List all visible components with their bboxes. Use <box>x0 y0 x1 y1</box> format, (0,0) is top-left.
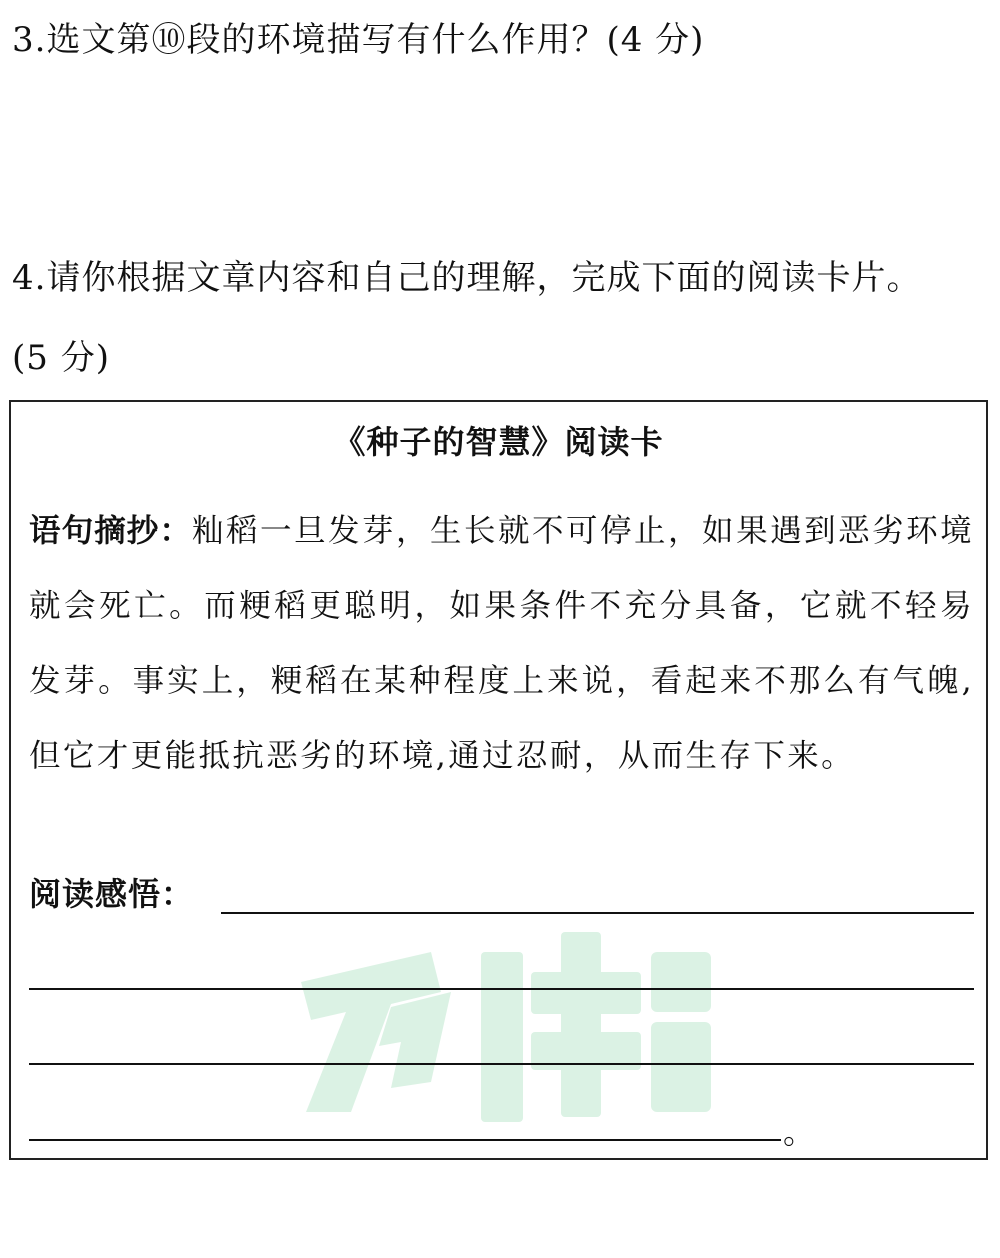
watermark-logo <box>281 912 741 1132</box>
end-period: 。 <box>783 1113 816 1151</box>
question-4-line-1: 4.请你根据文章内容和自己的理解，完成下面的阅读卡片。 <box>12 258 922 298</box>
excerpt-paragraph <box>29 494 974 794</box>
question-3: 3.选文第⑩段的环境描写有什么作用？(4 分) <box>12 20 705 60</box>
question-4-line-2: (5 分) <box>12 338 110 378</box>
answer-line-3[interactable] <box>29 1063 974 1065</box>
answer-line-4[interactable] <box>29 1139 781 1141</box>
insight-label: 阅读感悟： <box>29 875 195 913</box>
reading-card <box>9 400 988 1160</box>
answer-line-1[interactable] <box>221 912 974 914</box>
excerpt-text: 籼稻一旦发芽，生长就不可停止，如果遇到恶劣环境就会死亡。而粳稻更聪明，如果条件不充分具备，它就不轻易发芽。事实上，粳稻在某种程度上来说，看起来不那么有气魄,但它才更能抵抗恶劣的环境,通过忍耐，从而生存下来。 <box>29 513 974 774</box>
answer-line-2[interactable] <box>29 988 974 990</box>
card-title: 《种子的智慧》阅读卡 <box>333 423 664 461</box>
excerpt-label: 语句摘抄： <box>29 513 193 549</box>
